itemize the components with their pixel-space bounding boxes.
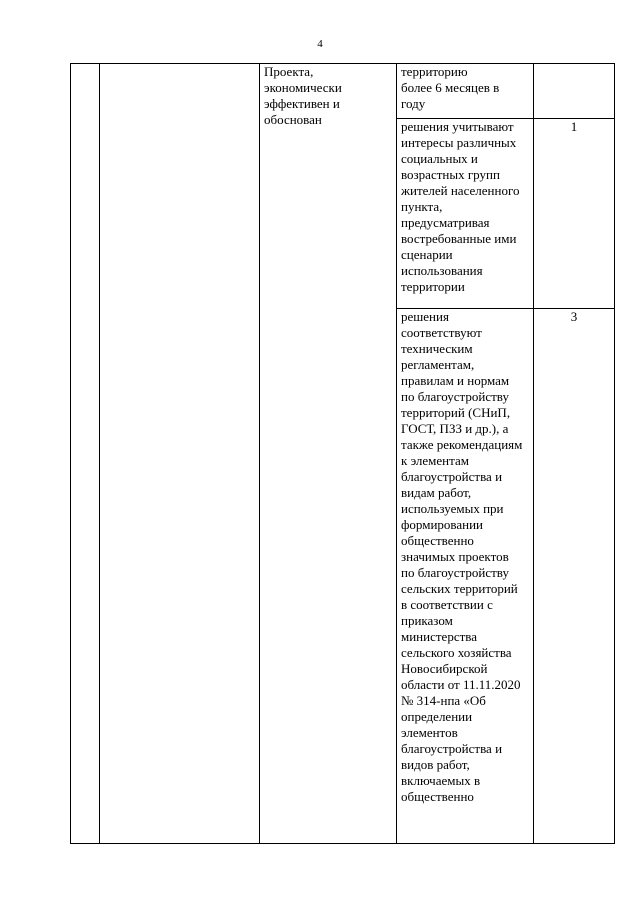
number-cell bbox=[71, 64, 100, 844]
criterion-cell bbox=[260, 64, 397, 844]
indicator-cell bbox=[397, 309, 534, 844]
score-value: 1 bbox=[570, 119, 578, 134]
indicator-text: территорию более 6 месяцев в году bbox=[401, 64, 500, 111]
score-cell bbox=[534, 119, 615, 309]
page-number: 4 bbox=[317, 38, 323, 50]
name-cell bbox=[100, 64, 260, 844]
indicator-text: решения соответствуют техническим регламентам, правилам и нормам по благоустройству территорий (СНиП, ГОСТ, ПЗЗ и др.), а также рекомендациям к элементам благоустройства и видам работ, используемых при формировании общественно значимых проектов по благоустройству сельских территорий в соответствии с приказом министерства сельского хозяйства Новосибирской области от 11.11.2020 № 314-нпа «Об определении элементов благоустройства и видов работ, включаемых в общественно bbox=[401, 309, 523, 804]
score-cell bbox=[534, 309, 615, 844]
criterion-text: Проекта, экономически эффективен и обоснован bbox=[264, 64, 342, 127]
indicator-cell bbox=[397, 119, 534, 309]
indicator-cell bbox=[397, 64, 534, 119]
score-value: 3 bbox=[570, 309, 578, 324]
score-cell bbox=[534, 64, 615, 119]
indicator-text: решения учитывают интересы различных социальных и возрастных групп жителей населенного пункта, предусматривая востребованные ими сценарии использования территории bbox=[401, 119, 520, 294]
table-row bbox=[71, 64, 615, 119]
criteria-table bbox=[70, 63, 615, 844]
